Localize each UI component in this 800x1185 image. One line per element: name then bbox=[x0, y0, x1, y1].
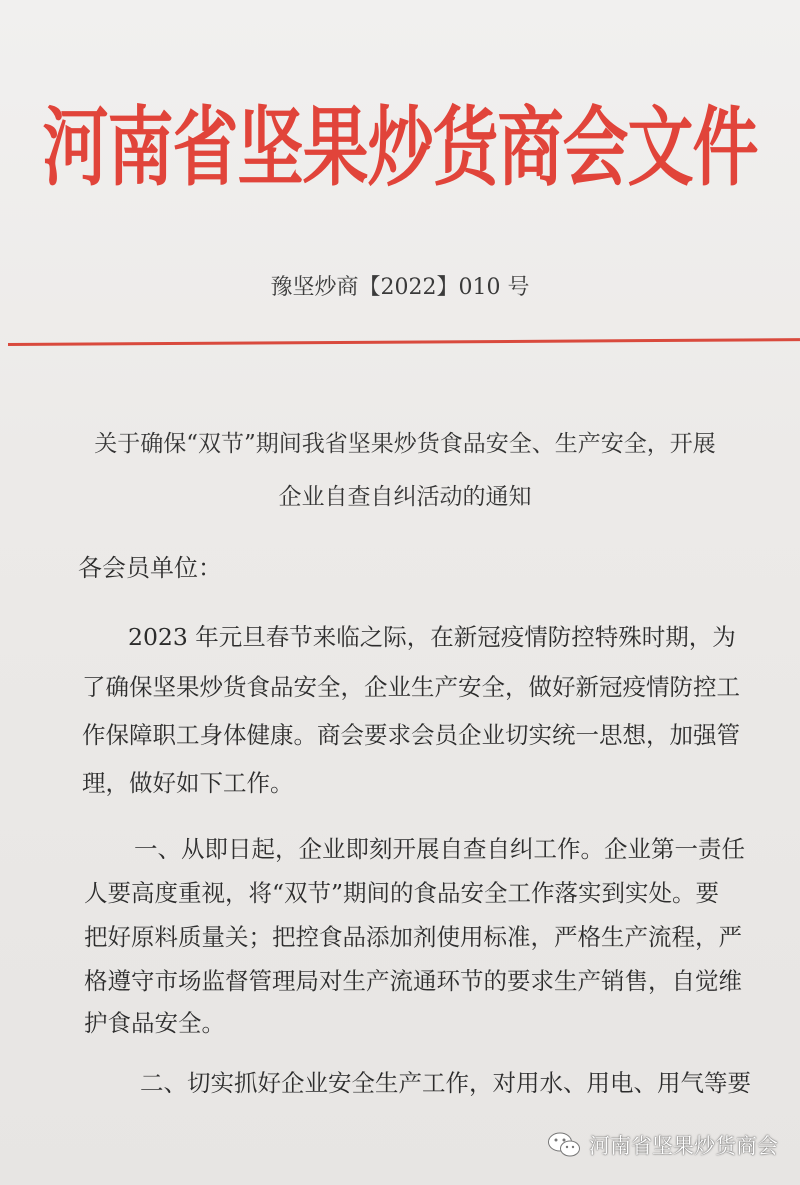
intro-line-3: 作保障职工身体健康。商会要求会员企业切实统一思想，加强管 bbox=[82, 721, 740, 749]
intro-line-1: 2023 年元旦春节来临之际，在新冠疫情防控特殊时期，为 bbox=[128, 623, 736, 651]
item1-line-3: 把好原料质量关；把控食品添加剂使用标准，严格生产流程，严 bbox=[84, 923, 742, 951]
item2-line-1: 二、切实抓好企业安全生产工作，对用水、用电、用气等要 bbox=[140, 1069, 751, 1097]
salutation: 各会员单位： bbox=[78, 554, 222, 582]
item1-line-5: 护食品安全。 bbox=[84, 1009, 225, 1037]
item1-line-4: 格遵守市场监督管理局对生产流通环节的要求生产销售，自觉维 bbox=[84, 967, 742, 995]
wechat-watermark bbox=[547, 1130, 778, 1160]
item1-line-2: 人要高度重视，将“双节”期间的食品安全工作落实到实处。要 bbox=[84, 879, 720, 907]
document-number: 豫坚炒商【2022】010 号 bbox=[270, 275, 530, 300]
wechat-icon bbox=[547, 1131, 581, 1159]
watermark-text: 河南省坚果炒货商会 bbox=[589, 1134, 778, 1158]
intro-line-2: 了确保坚果炒货食品安全，企业生产安全，做好新冠疫情防控工 bbox=[82, 673, 740, 701]
item1-line-1: 一、从即日起，企业即刻开展自查自纠工作。企业第一责任 bbox=[134, 835, 745, 863]
intro-line-4: 理，做好如下工作。 bbox=[82, 769, 294, 797]
red-divider-line bbox=[8, 338, 800, 346]
notice-subject-line-2: 企业自查自纠活动的通知 bbox=[278, 484, 532, 510]
notice-subject-line-1: 关于确保“双节”期间我省坚果炒货食品安全、生产安全，开展 bbox=[94, 431, 716, 457]
document-header-title: 河南省坚果炒货商会文件 bbox=[42, 97, 758, 198]
